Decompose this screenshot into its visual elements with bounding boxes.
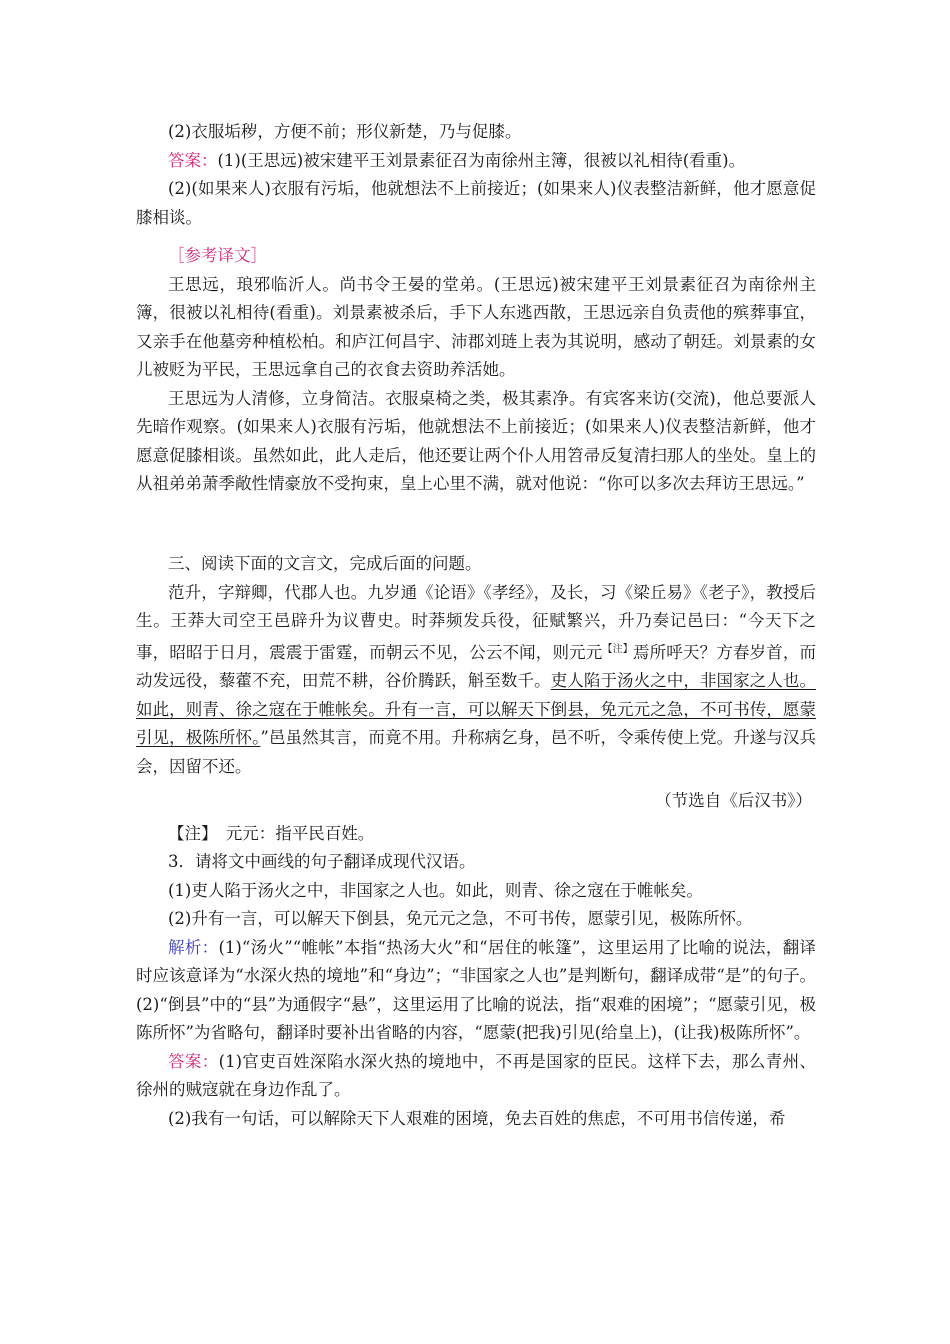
answer-1: 答案：(1)(王思远)被宋建平王刘景素征召为南徐州主簿，很被以礼相待(看重)。 (168, 150, 746, 170)
answer-3-1: 答案：(1)官吏百姓深陷水深火热的境地中，不再是国家的臣民。这样下去，那么青州、徐州的贼寇就在身边作乱了。 (136, 1051, 817, 1099)
question-3-2: (2)升有一言，可以解天下倒县，免元元之急，不可书传，愿蒙引见，极陈所怀。 (168, 909, 753, 928)
answer-3-2: (2)我有一句话，可以解除天下人艰难的困境，免去百姓的焦虑，不可用书信传递，希 (168, 1108, 786, 1128)
footnote: 【注】 元元：指平民百姓。 (168, 823, 375, 843)
section-3-block (136, 550, 816, 1133)
analysis-label: 解析： (168, 937, 219, 957)
question-2: (2)衣服垢秽，方便不前；形仪新楚，乃与促膝。 (168, 122, 522, 141)
question-answer-block (136, 118, 816, 232)
analysis: 解析：(1)“汤火”“帷帐”本指“热汤大火”和“居住的帐篷”，这里运用了比喻的说法，翻译时应该意译为“水深火热的境地”和“身边”；“非国家之人也”是判断句，翻译成带“是”的句子。(2)“倒县”中的“县”为通假字“悬”，这里运用了比喻的说法，指“艰难的困境”；“愿蒙引见，极陈所怀”为省略句，翻译时要补出省略的内容，“愿蒙(把我)引见(给皇上)，(让我)极陈所怀”。 (136, 937, 817, 1042)
section-heading: 三、阅读下面的文言文，完成后面的问题。 (168, 554, 482, 573)
classical-passage: 范升，字辩卿，代郡人也。九岁通《论语》《孝经》，及长，习《梁丘易》《老子》，教授后生。王莽大司空王邑辟升为议曹史。时莽频发兵役，征赋繁兴，升乃奏记邑曰：“今天下之事，昭昭于日月，震震于雷霆，而朝云不见，公云不闻，则元元$^{【注】}$焉所呼天？方春岁首，而动发远役，藜藿不充，田荒不耕，谷价腾跃，斛至数千。吏人陷于汤火之中，非国家之人也。如此，则青、徐之寇在于帷帐矣。升有一言，可以解天下倒县，免元元之急，不可书传，愿蒙引见，极陈所怀。”邑虽然其言，而竟不用。升称病乞身，邑不听，令乘传使上党。升遂与汉兵会，因留不还。 (136, 582, 817, 776)
translation-block (136, 242, 816, 499)
answer-label: 答案： (168, 1051, 219, 1071)
question-3-1: (1)吏人陷于汤火之中，非国家之人也。如此，则青、徐之寇在于帷帐矣。 (168, 880, 703, 900)
translation-label: ［参考译文］ (168, 246, 267, 265)
translation-para-1: 王思远，琅邪临沂人。尚书令王晏的堂弟。(王思远)被宋建平王刘景素征召为南徐州主簿，很被以礼相待(看重)。刘景素被杀后，手下人东逃西散，王思远亲自负责他的殡葬事宜，又亲手在他墓旁种植松柏。和庐江何昌宇、沛郡刘琏上表为其说明，感动了朝廷。刘景素的女儿被贬为平民，王思远拿自己的衣食去资助养活她。 (136, 274, 816, 379)
question-3: 3．请将文中画线的句子翻译成现代汉语。 (168, 852, 476, 871)
answer-2: (2)(如果来人)衣服有污垢，他就想法不上前接近；(如果来人)仪表整洁新鲜，他才愿意促膝相谈。 (136, 179, 816, 227)
translation-para-2: 王思远为人清修，立身简洁。衣服桌椅之类，极其素净。有宾客来访(交流)，他总要派人先暗作观察。(如果来人)衣服有污垢，他就想法不上前接近；(如果来人)仪表整洁新鲜，他才愿意促膝相谈。虽然如此，此人走后，他还要让两个仆人用笤帚反复清扫那人的坐处。皇上的从祖弟弟萧季敞性情豪放不受拘束，皇上心里不满，就对他说：“你可以多次去拜访王思远。” (136, 388, 816, 493)
answer-label: 答案： (168, 150, 218, 170)
note-marker: 【注】 (602, 643, 633, 655)
source-citation: （节选自《后汉书》） (655, 791, 812, 810)
underlined-sentence: 吏人陷于汤火之中，非国家之人也。如此，则青、徐之寇在于帷帐矣。升有一言，可以解天下倒县，免元元之急，不可书传，愿蒙引见，极陈所怀。 (136, 671, 817, 747)
